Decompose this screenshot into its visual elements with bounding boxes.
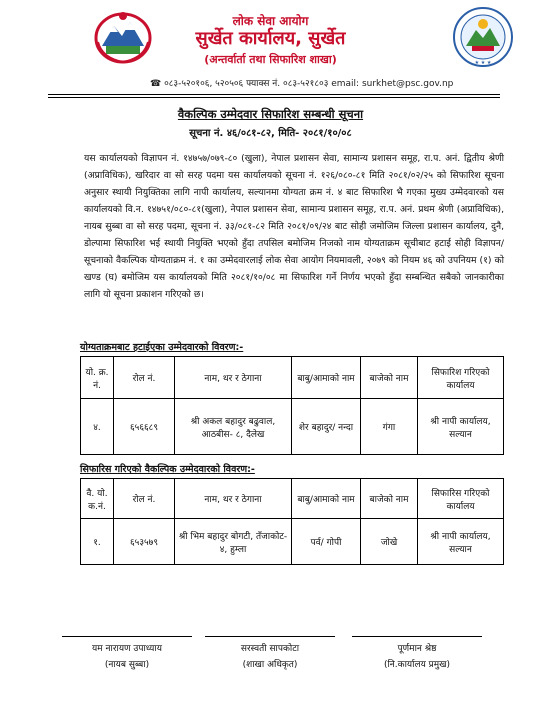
table-cell: ६५६६८९ — [114, 399, 175, 455]
signature-block — [205, 636, 335, 673]
table-cell: ६५३५७९ — [114, 519, 175, 565]
table-cell: जोखे — [361, 519, 418, 565]
notice-title: वैकल्पिक उम्मेदवार सिफारिश सम्बन्धी सूचना — [177, 107, 364, 121]
signature-line — [205, 636, 335, 637]
notice-body: यस कार्यालयको विज्ञापन नं. १४७५७/०७९-८० (खुला), नेपाल प्रशासन सेवा, सामान्य प्रशासन समूह, रा.प. अनं. द्वितीय श्रेणी (अप्राविधिक), खरिदार वा सो सरह पदमा यस कार्यालयको सूचना नं. १२६/०८०-८१ मिति २०८१/०२/२५ को सिफारिश सूचना अनुसार स्थायी नियुक्तिका लागि नापी कार्यालय, सल्यानमा योग्यता क्रम नं. ४ बाट सिफारिश भै गएका मुख्य उम्मेदवारको यस कार्यालयको वि.न. १४७५१/०८०-८१(खुला), नेपाल प्रशासन सेवा, सामान्य प्रशासन समूह, रा.प. अनं. प्रथम श्रेणी (अप्राविधिक), नायब सुब्बा वा सो सरह पदमा, सूचना नं. ३३/०८१-८२ मिति २०८१/०९/२४ बाट सोही जमोजिम जिल्ला प्रशासन कार्यालय, दुनै, डोल्पामा सिफारिश भई स्थायी नियुक्ति भएको हुँदा तपसिल बमोजिम निजको नाम योग्यताक्रम सूचीबाट हटाई सोही विज्ञापन/सूचनाको वैकल्पिक योग्यताक्रम नं. १ का उम्मेदवारलाई लोक सेवा आयोग नियमावली, २०७९ को नियम ४६ को उपनियम (१) को खण्ड (घ) बमोजिम यस कार्यालयको मिति २०८१/१०/०८ मा सिफारिश गर्ने निर्णय भएको हुँदा सम्बन्धित सबैको जानकारीका लागि यो सूचना प्रकाशन गरिएको छ। — [84, 153, 504, 300]
table-cell: श्री अकल बहादुर बढुवाल, आठबीस- ८, दैलेख — [175, 399, 292, 455]
table-cell: श्री भिम बहादुर बोगटी, तँजाकोट- ४, हुम्ला — [175, 519, 292, 565]
signature-block — [62, 636, 192, 673]
col-header: रोल नं. — [114, 479, 175, 519]
notice-number: सूचना नं. ४६/०८१-८२, मिति- २०८१/१०/०८ — [189, 128, 352, 139]
table-cell: ४. — [81, 399, 114, 455]
section-removed-heading: योग्यताक्रमबाट हटाईएका उम्मेदवारको विवरण:- — [80, 342, 244, 353]
signatory-role: (नि.कार्यालय प्रमुख) — [383, 660, 451, 670]
signatory-role: (शाखा अधिकृत) — [242, 660, 298, 670]
table-cell: श्री नापी कार्यालय, सल्यान — [418, 399, 504, 455]
col-header: नाम, थर र ठेगाना — [175, 357, 292, 399]
col-header: सिफारिस गरिएको कार्यालय — [418, 479, 504, 519]
col-header: वै. यो. क.नं. — [81, 479, 114, 519]
table-cell: पर्व/ गोपी — [292, 519, 361, 565]
contact-line: ☎ ०८३-५२०१०६, ५२०५०६ फ्याक्स नं. ०८३-५२१८०३ email: surkhet@psc.gov.np — [150, 79, 454, 89]
removed-candidate-table — [80, 356, 504, 455]
table-cell: श्री नापी कार्यालय, सल्यान — [418, 519, 504, 565]
col-header: बाबु/आमाको नाम — [292, 357, 361, 399]
recommended-candidate-table — [80, 478, 504, 565]
table-row — [81, 399, 504, 455]
table-cell: १. — [81, 519, 114, 565]
org-name: सुर्खेत कार्यालय, सुर्खेत — [195, 28, 346, 49]
signature-line — [352, 636, 482, 637]
col-header: नाम, थर र ठेगाना — [175, 479, 292, 519]
section-recommended-heading: सिफारिस गरिएको वैकल्पिक उम्मेदवारको विवरण:- — [80, 464, 255, 475]
svg-text:★ ★ ★: ★ ★ ★ — [474, 60, 492, 66]
table-header-row — [81, 479, 504, 519]
signature-block — [352, 636, 482, 673]
psc-logo-icon — [452, 6, 514, 68]
org-branch: (अन्तर्वार्ता तथा सिफारिश शाखा) — [204, 53, 337, 66]
table-cell: गंगा — [361, 399, 418, 455]
table-row — [81, 519, 504, 565]
col-header: बाजेको नाम — [361, 357, 418, 399]
header-divider — [48, 94, 500, 95]
signatory-name: पूर्णमान श्रेष्ठ — [397, 644, 437, 654]
signature-line — [62, 636, 192, 637]
col-header: बाबु/आमाको नाम — [292, 479, 361, 519]
signatory-role: (नायब सुब्बा) — [104, 660, 150, 670]
col-header: सिफारिश गरिएको कार्यालय — [418, 357, 504, 399]
org-line-1: लोक सेवा आयोग — [232, 14, 309, 28]
col-header: यो. क्र. नं. — [81, 357, 114, 399]
header-divider-2 — [48, 97, 500, 98]
table-header-row — [81, 357, 504, 399]
col-header: रोल नं. — [114, 357, 175, 399]
letterhead — [0, 0, 541, 96]
signatory-name: यम नारायण उपाध्याय — [92, 644, 162, 654]
signatory-name: सरस्वती सापकोटा — [240, 644, 300, 654]
table-cell: शेर बहादुर/ नन्दा — [292, 399, 361, 455]
col-header: बाजेको नाम — [361, 479, 418, 519]
